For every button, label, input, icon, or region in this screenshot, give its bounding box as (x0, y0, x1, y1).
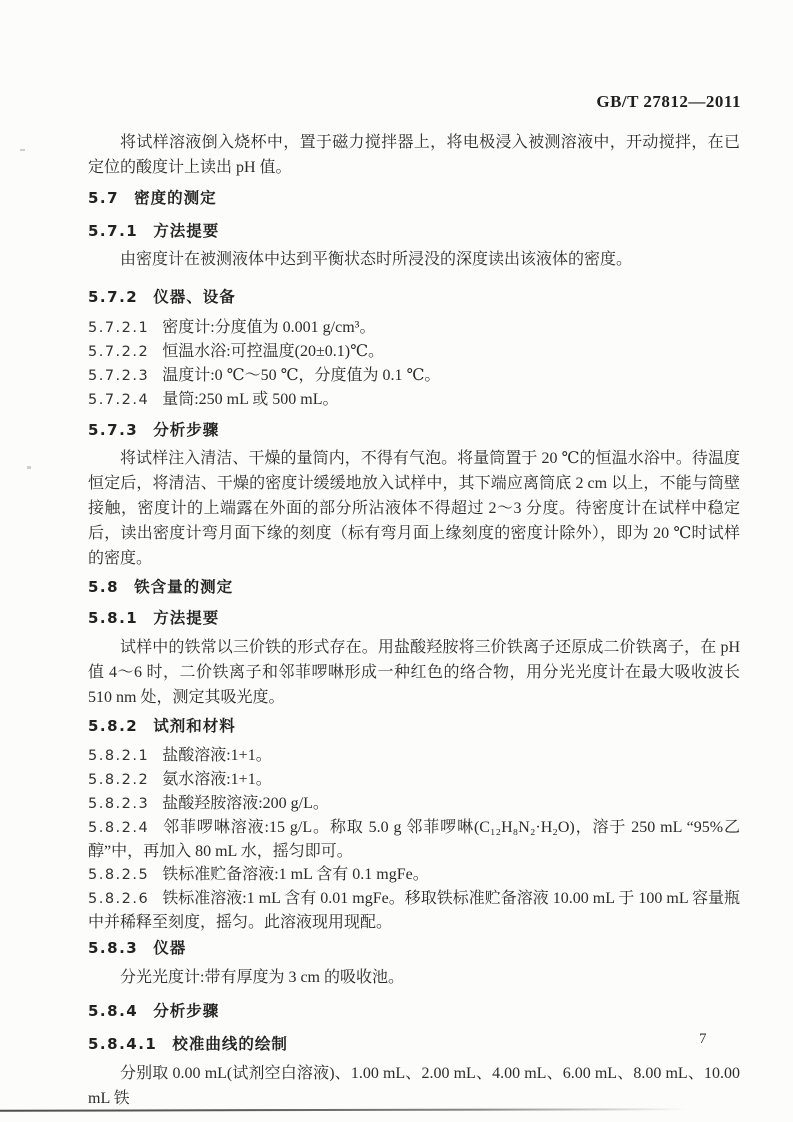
clause-text: 氨水溶液:1+1。 (162, 771, 272, 788)
clause-text: 邻菲啰啉溶液:15 g/L。称取 5.0 g 邻菲啰啉(C₁₂H₈N₂·H₂O)，溶于 250 mL “95%乙醇”中，再加入 80 mL 水，摇匀即可。 (88, 819, 740, 860)
scan-speck (20, 149, 25, 151)
clause-text: 温度计:0 ℃～50 ℃，分度值为 0.1 ℃。 (162, 367, 441, 384)
clause-number: 5.8.2.6 (88, 891, 150, 907)
clause-title: 试剂和材料 (153, 717, 236, 735)
body-paragraph: 分别取 0.00 mL(试剂空白溶液)、1.00 mL、2.00 mL、4.00 mL、6.00 mL、8.00 mL、10.00 mL 铁 (88, 1065, 740, 1107)
clause-number: 5.8 (88, 578, 120, 596)
clause-item (88, 316, 740, 340)
clause-heading (88, 606, 740, 631)
clause-title: 仪器、设备 (153, 288, 236, 306)
clause-text: 铁标准溶液:1 mL 含有 0.01 mgFe。移取铁标准贮备溶液 10.00 mL 于 100 mL 容量瓶中并稀释至刻度，摇匀。此溶液现用现配。 (88, 890, 741, 931)
clause-heading (88, 714, 740, 739)
body-paragraph: 分光光度计:带有厚度为 3 cm 的吸收池。 (120, 969, 404, 986)
clause-number: 5.8.1 (88, 609, 139, 627)
clause-number: 5.7.3 (88, 421, 139, 439)
body-paragraph: 由密度计在被测液体中达到平衡状态时所浸没的深度读出该液体的密度。 (120, 251, 633, 268)
clause-item (88, 388, 740, 412)
clause-heading (88, 999, 740, 1024)
clause-item (88, 340, 740, 364)
clause-number: 5.7 (88, 189, 120, 207)
clause-item (88, 364, 740, 388)
clause-number: 5.8.2.4 (88, 820, 150, 836)
clause-item (88, 744, 740, 768)
clause-title: 方法提要 (153, 609, 220, 627)
body-paragraph: 将试样注入清洁、干燥的量筒内，不得有气泡。将量筒置于 20 ℃的恒温水浴中。待温度恒定后，将清洁、干燥的密度计缓缓地放入试样中，其下端应离筒底 2 cm 以上，不能与筒壁接触，密度计的上端露在外面的部分所沾液体不得超过 2～3 分度。待密度计在试样中稳定后，读出密度计弯月面下缘的刻度（标有弯月面上缘刻度的密度计除外），即为 20 ℃时试样的密度。 (88, 450, 740, 567)
clause-title: 仪器 (153, 939, 187, 957)
clause-number: 5.7.2.4 (88, 392, 150, 408)
clause-text: 密度计:分度值为 0.001 g/cm³。 (162, 319, 376, 336)
clause-item (88, 887, 740, 934)
clause-number: 5.8.4 (88, 1002, 139, 1020)
clause-number: 5.8.2.2 (88, 772, 150, 788)
clause-text: 盐酸溶液:1+1。 (162, 747, 272, 764)
clause-heading (88, 285, 740, 310)
clause-heading (88, 1032, 740, 1057)
standard-code: GB/T 27812—2011 (596, 92, 741, 111)
clause-number: 5.8.2 (88, 717, 139, 735)
body-paragraph: 将试样溶液倒入烧杯中，置于磁力搅拌器上，将电极浸入被测溶液中，开动搅拌，在已定位的酸度计上读出 pH 值。 (88, 134, 740, 176)
document-body (88, 130, 740, 1111)
clause-title: 分析步骤 (153, 421, 220, 439)
page-number: 7 (699, 1031, 707, 1047)
clause-title: 方法提要 (153, 222, 220, 240)
clause-number: 5.8.3 (88, 939, 139, 957)
scan-speck (27, 466, 31, 469)
clause-title: 密度的测定 (134, 189, 217, 207)
clause-number: 5.7.2.2 (88, 344, 150, 360)
clause-item (88, 816, 740, 863)
clause-text: 盐酸羟胺溶液:200 g/L。 (162, 795, 329, 812)
clause-title: 校准曲线的绘制 (172, 1035, 288, 1053)
clause-item (88, 792, 740, 816)
clause-number: 5.7.2.3 (88, 368, 150, 384)
body-paragraph: 试样中的铁常以三价铁的形式存在。用盐酸羟胺将三价铁离子还原成二价铁离子，在 pH 值 4～6 时，二价铁离子和邻菲啰啉形成一种红色的络合物，用分光光度计在最大吸收波长 510 nm 处，测定其吸光度。 (88, 639, 740, 706)
clause-number: 5.8.2.3 (88, 796, 150, 812)
clause-text: 铁标准贮备溶液:1 mL 含有 0.1 mgFe。 (162, 866, 429, 883)
clause-title: 分析步骤 (153, 1002, 220, 1020)
clause-heading (88, 186, 740, 211)
clause-heading (88, 219, 740, 244)
clause-text: 恒温水浴:可控温度(20±0.1)℃。 (162, 343, 385, 360)
clause-title: 铁含量的测定 (134, 578, 234, 596)
clause-number: 5.7.2 (88, 288, 139, 306)
clause-number: 5.8.4.1 (88, 1035, 158, 1053)
clause-number: 5.8.2.5 (88, 867, 150, 883)
clause-heading (88, 575, 740, 600)
clause-item (88, 863, 740, 887)
scan-edge-line (0, 1108, 686, 1111)
clause-heading (88, 418, 740, 443)
clause-number: 5.7.2.1 (88, 320, 150, 336)
clause-heading (88, 936, 740, 961)
clause-text: 量筒:250 mL 或 500 mL。 (162, 391, 339, 408)
clause-number: 5.7.1 (88, 222, 139, 240)
clause-number: 5.8.2.1 (88, 748, 150, 764)
clause-item (88, 768, 740, 792)
